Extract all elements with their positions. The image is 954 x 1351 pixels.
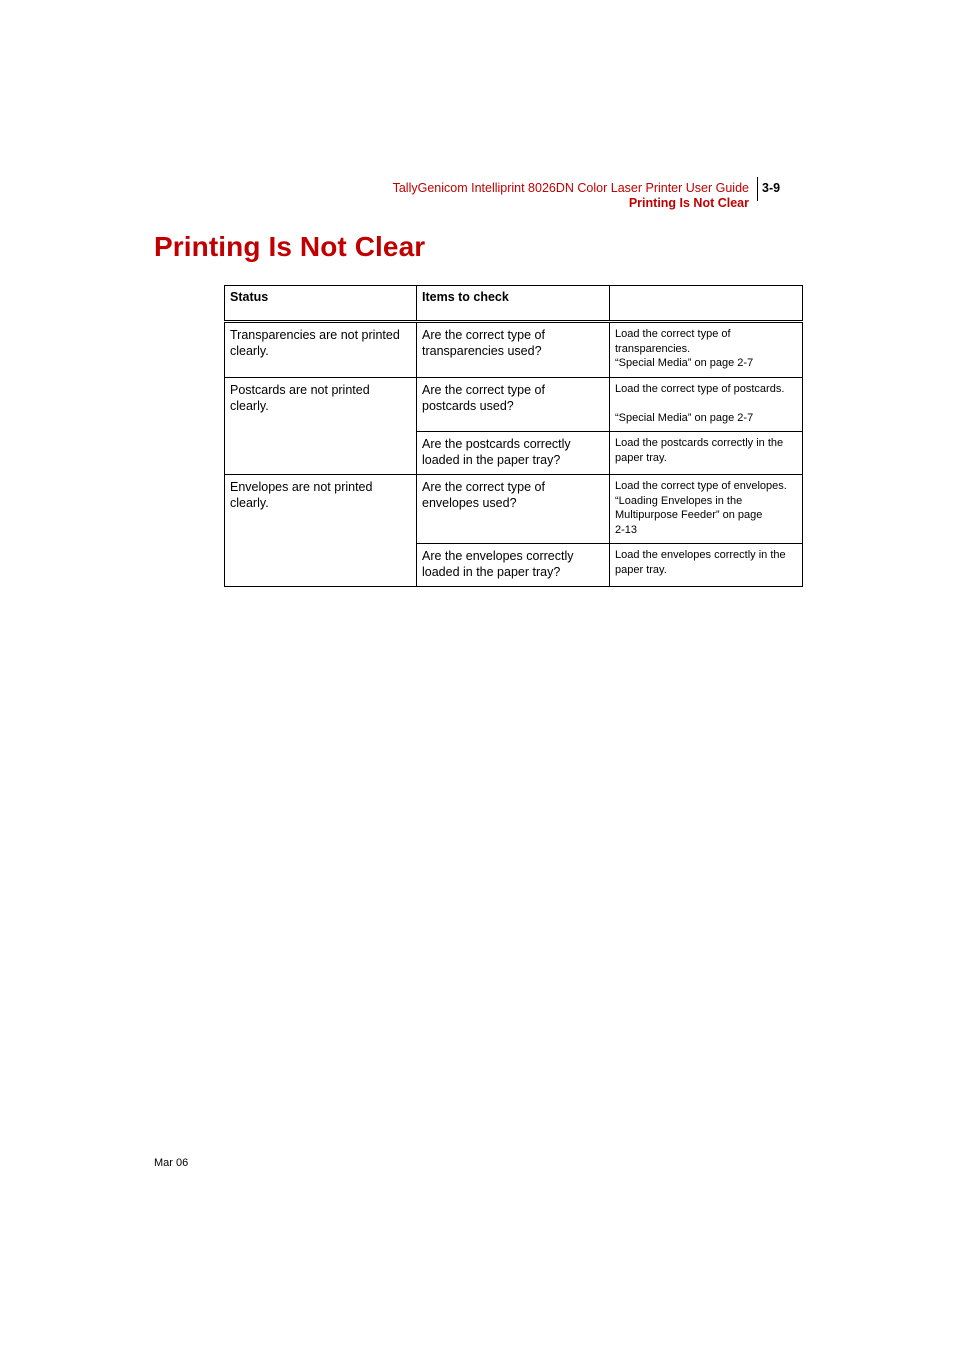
column-header-action: [610, 286, 803, 322]
status-cell: [225, 322, 417, 378]
spacer: [615, 396, 798, 411]
status-line: clearly.: [230, 344, 269, 358]
action-cell: [610, 377, 803, 432]
action-line: “Loading Envelopes in the: [615, 494, 743, 507]
check-line: Are the correct type of: [422, 382, 545, 397]
action-line: Load the envelopes correctly in the: [615, 549, 786, 561]
check-line: Are the correct type of: [422, 328, 545, 342]
status-line: Envelopes are not printed: [230, 480, 373, 494]
status-line: clearly.: [230, 496, 269, 510]
guide-title: TallyGenicom Intelliprint 8026DN Color Laser Printer User Guide: [392, 181, 749, 195]
column-header-items-to-check: Items to check: [417, 286, 610, 322]
footer-date: Mar 06: [154, 1157, 189, 1169]
action-cell: [610, 544, 803, 587]
page-title: Printing Is Not Clear: [154, 231, 426, 262]
check-cell: [417, 432, 610, 475]
running-header: [300, 180, 749, 211]
page-number: 3-9: [762, 181, 781, 195]
status-line: clearly.: [230, 398, 269, 413]
action-line: Load the postcards correctly in the: [615, 437, 784, 449]
status-cell: [225, 377, 417, 475]
action-line: Load the correct type of envelopes.: [615, 480, 787, 492]
table-header-row: [225, 286, 803, 322]
check-line: Are the envelopes correctly: [422, 549, 574, 563]
action-line: 2-13: [615, 523, 638, 536]
action-line: transparencies.: [615, 342, 691, 355]
status-line: Postcards are not printed: [230, 382, 370, 397]
check-line: envelopes used?: [422, 496, 517, 510]
table-row: [225, 377, 803, 432]
action-line: Multipurpose Feeder” on page: [615, 509, 763, 521]
status-cell: [225, 475, 417, 587]
action-cell: [610, 475, 803, 544]
check-cell: [417, 377, 610, 432]
check-cell: [417, 322, 610, 378]
header-section-title: Printing Is Not Clear: [628, 196, 749, 210]
check-line: Are the correct type of: [422, 480, 545, 494]
check-cell: [417, 544, 610, 587]
check-cell: [417, 475, 610, 544]
check-line: loaded in the paper tray?: [422, 453, 561, 467]
action-line: paper tray.: [615, 563, 667, 576]
action-line: Load the correct type of postcards.: [615, 382, 785, 395]
action-line: Load the correct type of: [615, 328, 731, 340]
status-line: Transparencies are not printed: [230, 328, 400, 342]
check-line: Are the postcards correctly: [422, 437, 571, 451]
troubleshooting-table: [224, 285, 803, 587]
header-divider: [757, 177, 758, 201]
check-line: postcards used?: [422, 398, 514, 413]
check-line: transparencies used?: [422, 344, 542, 358]
table-row: [225, 475, 803, 544]
table-row: [225, 322, 803, 378]
action-cell: [610, 432, 803, 475]
action-line: paper tray.: [615, 451, 667, 464]
check-line: loaded in the paper tray?: [422, 565, 561, 579]
action-line: “Special Media” on page 2-7: [615, 357, 754, 369]
action-cell: [610, 322, 803, 378]
column-header-status: Status: [225, 286, 417, 322]
action-line: “Special Media” on page 2-7: [615, 411, 754, 424]
